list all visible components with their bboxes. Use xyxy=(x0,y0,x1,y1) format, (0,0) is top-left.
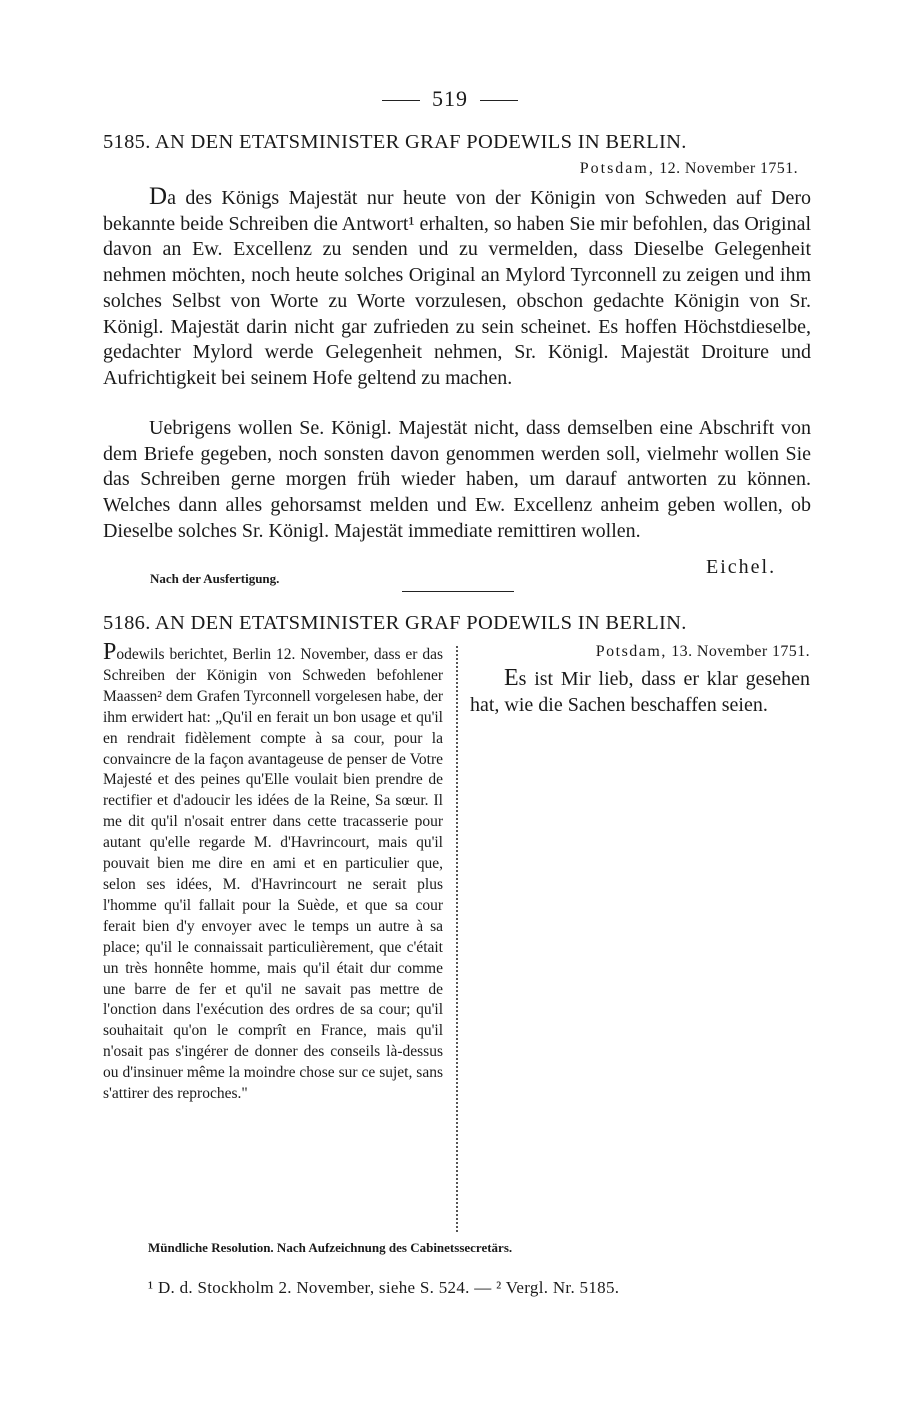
letter-5185-heading: 5185. AN DEN ETATSMINISTER GRAF PODEWILS IN BERLIN. xyxy=(103,131,687,153)
letter-5186-heading: 5186. AN DEN ETATSMINISTER GRAF PODEWILS IN BERLIN. xyxy=(103,612,687,634)
letter-5185-dateline xyxy=(580,160,798,178)
letter-5186-report-text: odewils berichtet, Berlin 12. November, dass er das Schreiben der Königin von Schweden befohlener Maassen² dem Grafen Tyrconnell vorgelesen habe, der ihm erwidert hat: „Qu'il en ferait un bon usage et qu'il en rendrait fidèlement compte à sa cour, pour la convaincre de la façon avantageuse de penser de Votre Majesté et des peines qu'Elle voulait bien prendre de rectifier et d'adoucir les idées de la Reine, Sa sœur. Il me dit qu'il n'osait entrer dans cette tracasserie pour autant qu'elle regarde M. d'Havrincourt, mais qu'il pouvait bien me dire en ami et en particulier que, selon ses idées, M. d'Havrincourt ne serait plus l'homme qu'il fallait pour la Suède, et que sa cour ferait bien d'y envoyer avec le temps un autre à sa place; qu'il le connaissait particulièrement, que c'était un très honnête homme, mais qu'il était dur comme une barre de fer et qu'il ne savait pas mettre de l'onction dans l'exécution des ordres de sa cour; qu'il souhaitait qu'on le comprît en France, mais qu'il n'osait pas s'ingérer de donner des conseils là-dessus ou d'insinuer même la moindre chose sur ce sujet, sans s'attirer des reproches." xyxy=(103,646,443,1103)
letter-5186-source: Mündliche Resolution. Nach Aufzeichnung des Cabinetssecretärs. xyxy=(148,1240,513,1255)
letter-5186-report-initial: P xyxy=(103,639,117,665)
page-number-text: 519 xyxy=(432,86,468,111)
column-divider xyxy=(456,646,458,1232)
letter-5186-resolution-initial: E xyxy=(504,665,519,691)
section-divider-rule xyxy=(402,591,514,592)
page-number xyxy=(0,86,900,112)
letter-5185-paragraph-1 xyxy=(103,184,811,392)
letter-5186-resolution-text: s ist Mir lieb, dass er klar gesehen hat, wie die Sachen beschaffen seien. xyxy=(470,668,810,716)
letter-5186-report-column xyxy=(103,639,443,1105)
letter-5185-date: 12. November 1751. xyxy=(659,160,798,177)
letter-5185-paragraph-2: Uebrigens wollen Se. Königl. Majestät nicht, dass demselben eine Abschrift von dem Briefe gegeben, noch sonsten davon genommen werden soll, vielmehr wollen Sie das Schreiben gerne morgen früh wieder haben, um darauf antworten zu können. Welches dann alles gehorsamst melden und Ew. Excellenz anheim geben wollen, ob Dieselbe solches Sr. Königl. Majestät immediate remittiren wollen. xyxy=(103,417,811,542)
letter-5185-source: Nach der Ausfertigung. xyxy=(150,571,280,586)
letter-5185-paragraph-1-text: a des Königs Majestät nur heute von der Königin von Schweden auf Dero bekannte beide Schreiben die Antwort¹ erhalten, so haben Sie mir befohlen, das Original davon an Ew. Excellenz zu senden und zu vermelden, dass Dieselbe Gelegenheit nehmen möchten, noch heute solches Original an Mylord Tyrconnell zu zeigen und ihm solches Selbst von Worte zu Worte vorzulesen, obschon gedachte Königin von Sr. Königl. Majestät darin nicht gar zufrieden zu sein scheinet. Es hoffen Höchstdieselbe, gedachter Mylord werde Gelegenheit nehmen, Sr. Königl. Majestät Droiture und Aufrichtigkeit bei seinem Hofe geltend zu machen. xyxy=(103,187,812,389)
footnotes: ¹ D. d. Stockholm 2. November, siehe S. 524. — ² Vergl. Nr. 5185. xyxy=(148,1278,620,1297)
letter-5186-dateline xyxy=(596,643,810,661)
letter-5186-resolution-column xyxy=(470,666,810,718)
letter-5185-signature: Eichel. xyxy=(706,556,777,578)
page-number-dash-right xyxy=(480,100,518,101)
letter-5186-date: 13. November 1751. xyxy=(671,643,810,660)
letter-5185-initial: D xyxy=(149,183,168,210)
page-number-dash-left xyxy=(382,100,420,101)
letter-5185-place: Potsdam, xyxy=(579,160,655,177)
letter-5186-place: Potsdam, xyxy=(595,643,667,660)
